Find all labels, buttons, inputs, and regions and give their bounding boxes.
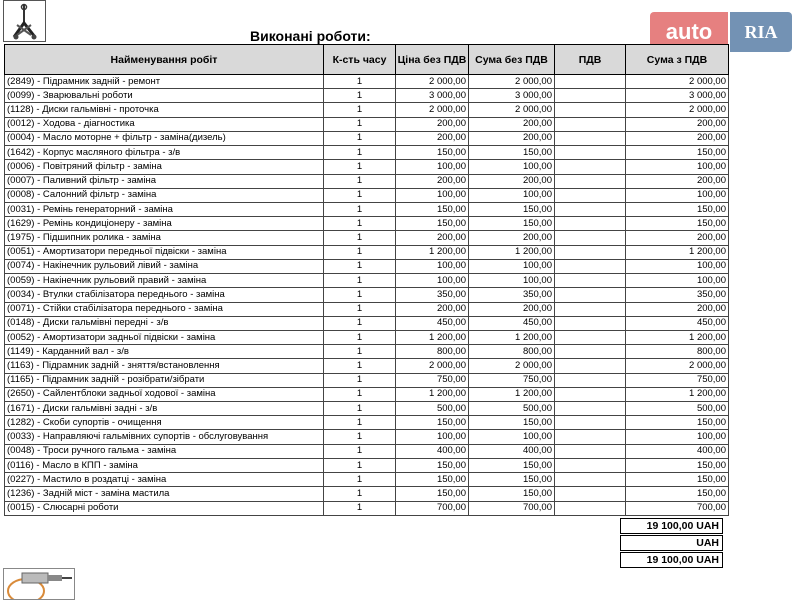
cell-total: 100,00 [626, 160, 729, 174]
cell-sum: 350,00 [469, 288, 555, 302]
cell-sum: 1 200,00 [469, 387, 555, 401]
cell-vat [555, 160, 626, 174]
cell-sum: 2 000,00 [469, 359, 555, 373]
cell-total: 2 000,00 [626, 103, 729, 117]
cell-qty: 1 [324, 458, 396, 472]
cell-total: 1 200,00 [626, 245, 729, 259]
cell-qty: 1 [324, 359, 396, 373]
table-row [5, 487, 729, 501]
cell-name: (1163) - Підрамник задній - зняття/встановлення [5, 359, 324, 373]
table-row [5, 345, 729, 359]
cell-price: 1 200,00 [396, 330, 469, 344]
cell-vat [555, 89, 626, 103]
table-row [5, 316, 729, 330]
cell-price: 100,00 [396, 430, 469, 444]
cell-qty: 1 [324, 316, 396, 330]
cell-vat [555, 259, 626, 273]
cell-vat [555, 387, 626, 401]
cell-vat [555, 373, 626, 387]
cell-qty: 1 [324, 188, 396, 202]
cell-name: (0116) - Масло в КПП - заміна [5, 458, 324, 472]
cell-qty: 1 [324, 231, 396, 245]
cell-price: 800,00 [396, 345, 469, 359]
cell-total: 700,00 [626, 501, 729, 515]
cell-price: 700,00 [396, 501, 469, 515]
cell-vat [555, 103, 626, 117]
cell-name: (1128) - Диски гальмівні - проточка [5, 103, 324, 117]
cell-total: 1 200,00 [626, 330, 729, 344]
table-row [5, 188, 729, 202]
cell-vat [555, 146, 626, 160]
cell-qty: 1 [324, 174, 396, 188]
cell-qty: 1 [324, 430, 396, 444]
header-name: Найменування робіт [5, 45, 324, 75]
header-price: Ціна без ПДВ [396, 45, 469, 75]
table-row [5, 458, 729, 472]
cell-name: (1671) - Диски гальмівні задні - з/в [5, 402, 324, 416]
cell-price: 150,00 [396, 202, 469, 216]
cell-sum: 100,00 [469, 430, 555, 444]
cell-name: (0034) - Втулки стабілізатора переднього - заміна [5, 288, 324, 302]
table-row [5, 302, 729, 316]
cell-vat [555, 231, 626, 245]
cell-total: 200,00 [626, 302, 729, 316]
cell-total: 200,00 [626, 131, 729, 145]
tool-image [3, 568, 75, 600]
cell-sum: 150,00 [469, 458, 555, 472]
cell-total: 400,00 [626, 444, 729, 458]
cell-price: 100,00 [396, 259, 469, 273]
cell-price: 3 000,00 [396, 89, 469, 103]
cell-sum: 450,00 [469, 316, 555, 330]
cell-name: (0007) - Паливний фільтр - заміна [5, 174, 324, 188]
cell-total: 750,00 [626, 373, 729, 387]
cell-vat [555, 487, 626, 501]
cell-price: 150,00 [396, 458, 469, 472]
cell-vat [555, 473, 626, 487]
cell-name: (0015) - Слюсарні роботи [5, 501, 324, 515]
table-row [5, 103, 729, 117]
cell-name: (0099) - Зварювальні роботи [5, 89, 324, 103]
cell-price: 150,00 [396, 217, 469, 231]
total-vat: UAH [620, 535, 723, 551]
cell-qty: 1 [324, 487, 396, 501]
cell-name: (0008) - Салонний фільтр - заміна [5, 188, 324, 202]
table-row [5, 473, 729, 487]
cell-vat [555, 188, 626, 202]
cell-price: 150,00 [396, 416, 469, 430]
cell-total: 450,00 [626, 316, 729, 330]
cell-price: 500,00 [396, 402, 469, 416]
cell-qty: 1 [324, 330, 396, 344]
cell-price: 150,00 [396, 146, 469, 160]
cell-name: (0004) - Масло моторне + фільтр - заміна(дизель) [5, 131, 324, 145]
cell-name: (2849) - Підрамник задній - ремонт [5, 75, 324, 89]
header-vat: ПДВ [555, 45, 626, 75]
cell-name: (0012) - Ходова - діагностика [5, 117, 324, 131]
cell-total: 150,00 [626, 202, 729, 216]
cell-vat [555, 345, 626, 359]
cell-qty: 1 [324, 373, 396, 387]
cell-price: 150,00 [396, 487, 469, 501]
table-row [5, 444, 729, 458]
cell-name: (1165) - Підрамник задній - розібрати/зібрати [5, 373, 324, 387]
cell-name: (0006) - Повітряний фільтр - заміна [5, 160, 324, 174]
cell-total: 200,00 [626, 231, 729, 245]
cell-vat [555, 274, 626, 288]
cell-qty: 1 [324, 288, 396, 302]
table-row [5, 174, 729, 188]
cell-sum: 100,00 [469, 188, 555, 202]
table-row [5, 146, 729, 160]
cell-vat [555, 430, 626, 444]
cell-qty: 1 [324, 131, 396, 145]
cell-name: (1975) - Підшипник ролика - заміна [5, 231, 324, 245]
cell-total: 150,00 [626, 416, 729, 430]
cell-qty: 1 [324, 245, 396, 259]
cell-sum: 150,00 [469, 202, 555, 216]
cell-price: 100,00 [396, 160, 469, 174]
cell-name: (1642) - Корпус масляного фільтра - з/в [5, 146, 324, 160]
cell-total: 100,00 [626, 259, 729, 273]
cell-sum: 1 200,00 [469, 245, 555, 259]
cell-vat [555, 174, 626, 188]
cell-sum: 150,00 [469, 217, 555, 231]
table-row [5, 274, 729, 288]
cell-sum: 200,00 [469, 131, 555, 145]
table-row [5, 202, 729, 216]
cell-sum: 150,00 [469, 473, 555, 487]
cell-vat [555, 217, 626, 231]
table-row [5, 359, 729, 373]
cell-qty: 1 [324, 117, 396, 131]
cell-qty: 1 [324, 89, 396, 103]
cell-sum: 150,00 [469, 416, 555, 430]
cell-price: 2 000,00 [396, 75, 469, 89]
wrench-logo-icon [8, 3, 42, 41]
cell-name: (0033) - Направляючі гальмівних супортів - обслуговування [5, 430, 324, 444]
header-sum: Сума без ПДВ [469, 45, 555, 75]
cell-total: 100,00 [626, 188, 729, 202]
cell-sum: 750,00 [469, 373, 555, 387]
table-row [5, 131, 729, 145]
table-row [5, 245, 729, 259]
page-title: Виконані роботи: [250, 28, 371, 44]
cell-vat [555, 245, 626, 259]
cell-name: (0051) - Амортизатори передньої підвіски - заміна [5, 245, 324, 259]
table-row [5, 160, 729, 174]
table-row [5, 89, 729, 103]
cell-total: 150,00 [626, 473, 729, 487]
cell-price: 100,00 [396, 188, 469, 202]
table-row [5, 402, 729, 416]
cell-qty: 1 [324, 259, 396, 273]
cell-qty: 1 [324, 473, 396, 487]
cell-qty: 1 [324, 444, 396, 458]
cell-total: 800,00 [626, 345, 729, 359]
cell-total: 150,00 [626, 458, 729, 472]
cell-sum: 3 000,00 [469, 89, 555, 103]
cell-vat [555, 501, 626, 515]
cell-qty: 1 [324, 274, 396, 288]
cell-qty: 1 [324, 416, 396, 430]
cell-sum: 100,00 [469, 160, 555, 174]
table-row [5, 259, 729, 273]
cell-sum: 200,00 [469, 231, 555, 245]
cell-qty: 1 [324, 302, 396, 316]
cell-total: 150,00 [626, 487, 729, 501]
cell-total: 200,00 [626, 174, 729, 188]
cell-total: 150,00 [626, 217, 729, 231]
table-row [5, 75, 729, 89]
cell-name: (0074) - Накінечник рульовий лівий - заміна [5, 259, 324, 273]
cell-price: 200,00 [396, 174, 469, 188]
cell-vat [555, 131, 626, 145]
cell-price: 1 200,00 [396, 245, 469, 259]
cell-qty: 1 [324, 501, 396, 515]
cell-price: 100,00 [396, 274, 469, 288]
cell-price: 1 200,00 [396, 387, 469, 401]
cell-price: 150,00 [396, 473, 469, 487]
cell-price: 200,00 [396, 302, 469, 316]
cell-price: 450,00 [396, 316, 469, 330]
cell-price: 200,00 [396, 131, 469, 145]
cell-name: (1282) - Скоби супортів - очищення [5, 416, 324, 430]
cell-name: (2650) - Сайлентблоки задньої ходової - заміна [5, 387, 324, 401]
logo-image [3, 0, 46, 42]
table-row [5, 387, 729, 401]
cell-total: 100,00 [626, 274, 729, 288]
cell-vat [555, 359, 626, 373]
watermark-auto: auto [650, 12, 728, 52]
cell-sum: 500,00 [469, 402, 555, 416]
cell-vat [555, 444, 626, 458]
cell-vat [555, 316, 626, 330]
cell-name: (1629) - Ремінь кондиціонеру - заміна [5, 217, 324, 231]
cell-qty: 1 [324, 160, 396, 174]
table-row [5, 501, 729, 515]
table-row [5, 117, 729, 131]
cell-total: 200,00 [626, 117, 729, 131]
cell-name: (0059) - Накінечник рульовий правий - заміна [5, 274, 324, 288]
cell-total: 2 000,00 [626, 75, 729, 89]
grand-total: 19 100,00 UAH [620, 552, 723, 568]
cell-name: (1236) - Задній міст - заміна мастила [5, 487, 324, 501]
cell-sum: 200,00 [469, 302, 555, 316]
cell-sum: 200,00 [469, 174, 555, 188]
cell-price: 200,00 [396, 231, 469, 245]
cell-vat [555, 288, 626, 302]
cell-name: (0052) - Амортизатори задньої підвіски - заміна [5, 330, 324, 344]
header-qty: К-сть часу [324, 45, 396, 75]
cell-vat [555, 458, 626, 472]
table-header-row [5, 45, 729, 75]
cell-name: (0031) - Ремінь генераторний - заміна [5, 202, 324, 216]
table-row [5, 288, 729, 302]
cell-total: 3 000,00 [626, 89, 729, 103]
cell-total: 350,00 [626, 288, 729, 302]
cell-qty: 1 [324, 146, 396, 160]
cell-qty: 1 [324, 387, 396, 401]
cell-vat [555, 202, 626, 216]
watermark-ria: RIA [730, 12, 792, 52]
cell-price: 400,00 [396, 444, 469, 458]
cell-sum: 100,00 [469, 274, 555, 288]
cell-name: (0048) - Троси ручного гальма - заміна [5, 444, 324, 458]
cell-qty: 1 [324, 103, 396, 117]
cell-sum: 700,00 [469, 501, 555, 515]
cell-name: (0071) - Стійки стабілізатора переднього - заміна [5, 302, 324, 316]
cell-total: 1 200,00 [626, 387, 729, 401]
cell-qty: 1 [324, 402, 396, 416]
cell-sum: 1 200,00 [469, 330, 555, 344]
cell-sum: 2 000,00 [469, 103, 555, 117]
cell-sum: 150,00 [469, 146, 555, 160]
table-row [5, 430, 729, 444]
cell-qty: 1 [324, 75, 396, 89]
cell-price: 350,00 [396, 288, 469, 302]
cell-sum: 400,00 [469, 444, 555, 458]
table-row [5, 217, 729, 231]
cell-qty: 1 [324, 345, 396, 359]
header-total: Сума з ПДВ [626, 45, 729, 75]
total-with-vat: 19 100,00 UAH [620, 518, 723, 534]
cell-sum: 800,00 [469, 345, 555, 359]
cell-total: 2 000,00 [626, 359, 729, 373]
cell-vat [555, 302, 626, 316]
spark-plug-icon [4, 569, 75, 600]
cell-vat [555, 330, 626, 344]
table-row [5, 231, 729, 245]
cell-vat [555, 416, 626, 430]
cell-name: (1149) - Карданний вал - з/в [5, 345, 324, 359]
cell-price: 2 000,00 [396, 103, 469, 117]
cell-name: (0148) - Диски гальмівні передні - з/в [5, 316, 324, 330]
cell-price: 200,00 [396, 117, 469, 131]
cell-vat [555, 117, 626, 131]
cell-vat [555, 75, 626, 89]
cell-sum: 150,00 [469, 487, 555, 501]
works-table [4, 44, 729, 516]
cell-price: 2 000,00 [396, 359, 469, 373]
cell-sum: 200,00 [469, 117, 555, 131]
cell-total: 150,00 [626, 146, 729, 160]
cell-sum: 100,00 [469, 259, 555, 273]
table-row [5, 416, 729, 430]
cell-qty: 1 [324, 202, 396, 216]
cell-total: 500,00 [626, 402, 729, 416]
cell-total: 100,00 [626, 430, 729, 444]
cell-price: 750,00 [396, 373, 469, 387]
table-row [5, 330, 729, 344]
cell-qty: 1 [324, 217, 396, 231]
cell-vat [555, 402, 626, 416]
table-row [5, 373, 729, 387]
cell-name: (0227) - Мастило в роздатці - заміна [5, 473, 324, 487]
cell-sum: 2 000,00 [469, 75, 555, 89]
